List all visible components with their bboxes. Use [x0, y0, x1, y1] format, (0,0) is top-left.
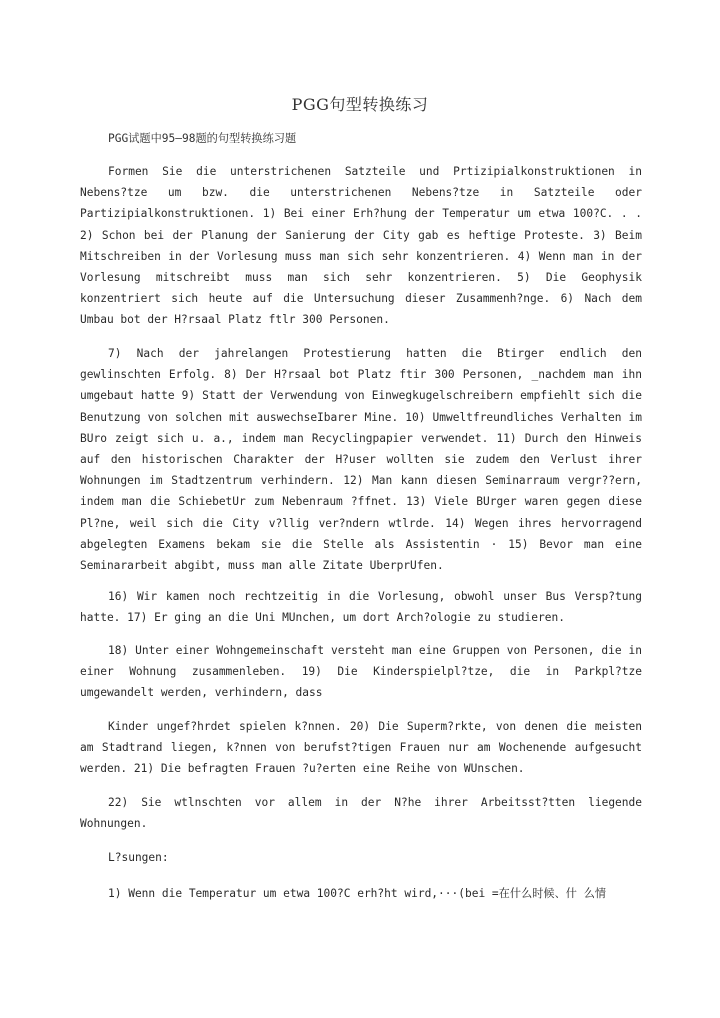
paragraph-exercises-16-17: 16) Wir kamen noch rechtzeitig in die Vorlesung, obwohl unser Bus Versp?tung hatte. 17) Er ging an die Uni MUnchen, um dort Arch?ologie zu studieren. — [80, 590, 642, 625]
paragraph-exercises-18-19: 18) Unter einer Wohngemeinschaft versteht man eine Gruppen von Personen, die in einer Wohnung zusammenleben. 19) Die Kinderspielpl?tze, die in Parkpl?tze umgewandelt werden, verhindern, dass — [80, 644, 642, 700]
paragraph-exercises-7-15: 7) Nach der jahrelangen Protestierung hatten die Btirger endlich den gewlinschten Erfolg. 8) Der H?rsaal bot Platz ftir 300 Personen, _nachdem man ihn umgebaut hatte 9) Statt der Verwendung von Einwegkugelschreibern empfiehlt sich die Benutzung von solchen mit auswechseIbarer Mine. 10) Umweltfreundliches Verhalten im BUro zeigt sich u. a., indem man Recyclingpapier verwendet. 11) Durch den Hinweis auf den historischen Charakter der H?user wollten sie zudem den Verlust ihrer Wohnungen im Stadtzentrum verhindern. 12) Man kann diesen Seminarraum vergr??ern, indem man die SchiebetUr zum Nebenraum ?ffnet. 13) Viele BUrger waren gegen diese Pl?ne, weil sich die City v?llig ver?ndern wtlrde. 14) Wegen ihres hervorragend abgelegten Examens bekam sie die Stelle als Assistentin · 15) Bevor man eine Seminararbeit abgibt, muss man alle Zitate UberprUfen. — [80, 347, 642, 573]
solutions-heading: L?sungen: — [108, 851, 169, 864]
paragraph-exercises-19-21: Kinder ungef?hrdet spielen k?nnen. 20) Die Superm?rkte, von denen die meisten am Stadtrand liegen, k?nnen von berufst?tigen Frauen nur am Wochenende aufgesucht werden. 21) Die befragten Frauen ?u?erten eine Reihe von WUnschen. — [80, 720, 642, 776]
document-subtitle: PGG试题中95—98题的句型转换练习题 — [108, 132, 297, 145]
document-title: PGG句型转换练习 — [291, 95, 429, 114]
paragraph-instructions: Formen Sie die unterstrichenen Satzteile und Prtizipialkonstruktionen in Nebens?tze um bzw. die unterstrichenen Nebens?tze in Satzteile oder Partizipialkonstruktionen. 1) Bei einer Erh?hung der Temperatur um etwa 100?C. . . 2) Schon bei der Planung der Sanierung der City gab es heftige Proteste. 3) Beim Mitschreiben in der Vorlesung muss man sich sehr konzentrieren. 4) Wenn man in der Vorlesung mitschreibt muss man sich sehr konzentrieren. 5) Die Geophysik konzentriert sich heute auf die Untersuchung dieser Zusammenh?nge. 6) Nach dem Umbau bot der H?rsaal Platz ftlr 300 Personen. — [80, 165, 642, 327]
solution-1: 1) Wenn die Temperatur um etwa 100?C erh?ht wird,···(bei =在什么时候、什 么情 — [108, 887, 607, 900]
paragraph-exercise-22: 22) Sie wtlnschten vor allem in der N?he ihrer Arbeitsst?tten liegende Wohnungen. — [80, 796, 642, 831]
